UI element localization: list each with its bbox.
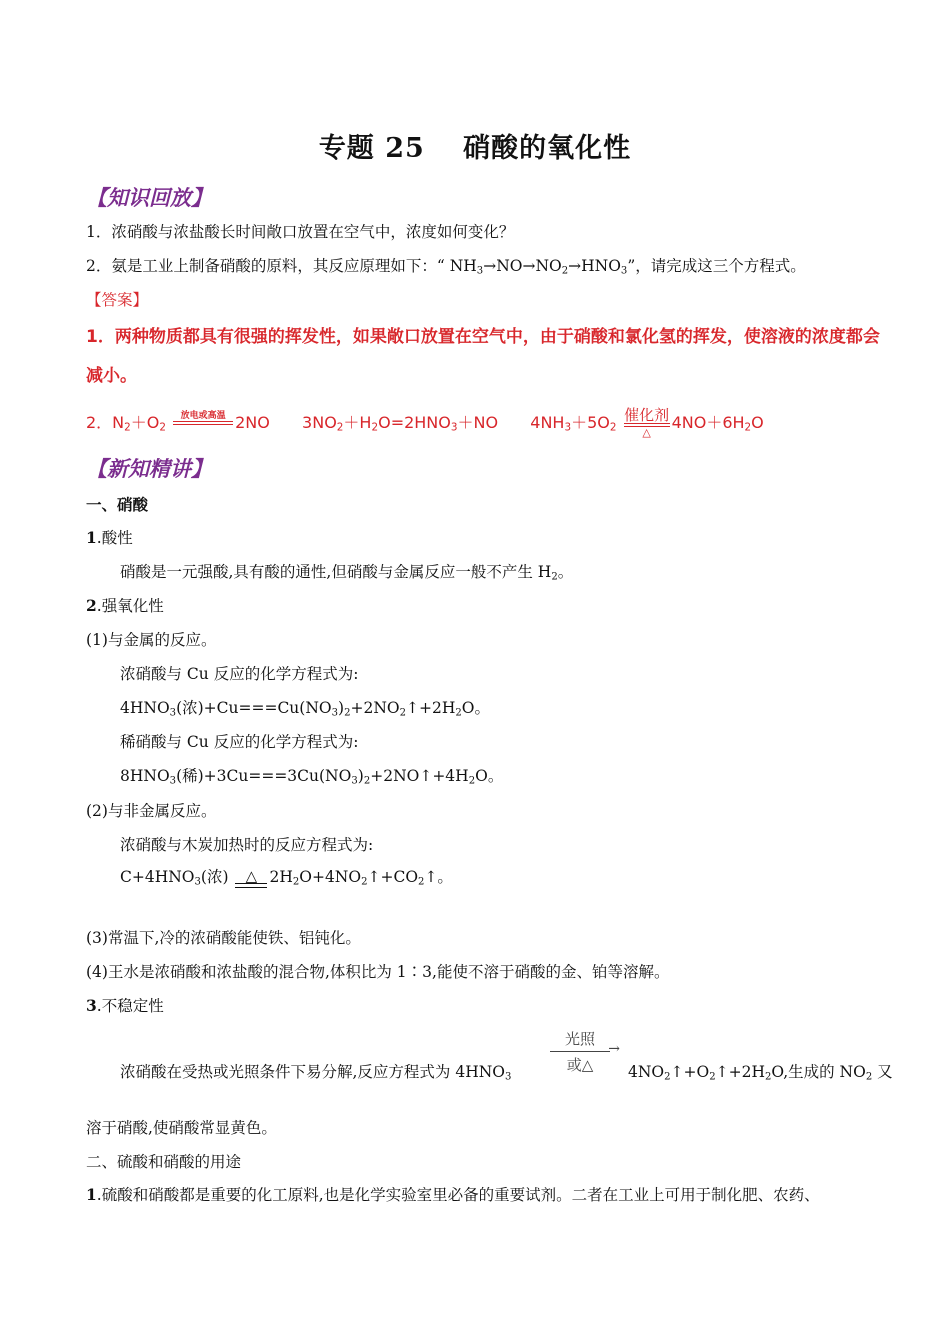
dil-cu-intro: 稀硝酸与 Cu 反应的化学方程式为: <box>120 733 359 751</box>
eq3-condition: 催化剂 △ <box>624 406 670 439</box>
subheading-oxidizing: 2.强氧化性 <box>86 596 164 615</box>
oxidizing-item-2: (2)与非金属反应。 <box>86 802 217 820</box>
subheading-instability: 3.不稳定性 <box>86 996 164 1015</box>
answer-2-equations <box>86 408 764 438</box>
oxidizing-item-1: (1)与金属的反应。 <box>86 631 217 649</box>
acidity-text: 硝酸是一元强酸,具有酸的通性,但硝酸与金属反应一般不产生 $H_2$。 <box>120 563 574 583</box>
instability-text-b: $4NO_2↑+O_2↑+2H_2O$,生成的 $NO_2$ 又 <box>628 1063 893 1083</box>
page-title: 专题 25 硝酸的氧化性 <box>318 133 632 164</box>
uses-text: 1.硫酸和硝酸都是重要的化工原料,也是化学实验室里必备的重要试剂。二者在工业上可用于制化肥、农药、 <box>86 1185 820 1204</box>
instability-line2: 溶于硝酸,使硝酸常显黄色。 <box>86 1119 277 1137</box>
oxidizing-item-4: (4)王水是浓硝酸和浓盐酸的混合物,体积比为 1∶3,能使不溶于硝酸的金、铂等溶解。 <box>86 963 670 981</box>
eq1-condition: 放电或高温 <box>173 411 233 436</box>
answer-label: 【答案】 <box>86 291 149 309</box>
heat-condition: △ <box>235 869 267 888</box>
carbon-intro: 浓硝酸与木炭加热时的反应方程式为: <box>120 836 374 854</box>
section-review-heading: 【知识回放】 <box>86 185 212 210</box>
oxidizing-item-3: (3)常温下,冷的浓硝酸能使铁、铝钝化。 <box>86 929 361 947</box>
question-1: 1．浓硝酸与浓盐酸长时间敞口放置在空气中，浓度如何变化？ <box>86 223 515 241</box>
question-2: 2．氨是工业上制备硝酸的原料，其反应原理如下：“ $NH_3\to NO\to NO_2\to HNO_3$”，请完成这三个方程式。 <box>86 257 806 277</box>
eq3: $4NH_3+5O_2$ 催化剂 △ $4NO+6H_2O$ <box>530 406 764 439</box>
instability-text-a: 浓硝酸在受热或光照条件下易分解,反应方程式为 $4HNO_3$ <box>120 1063 512 1083</box>
conc-cu-equation: $4HNO_3$(浓)$+Cu===Cu(NO_3)_2+2NO_2↑+2H_2O$。 <box>120 699 490 719</box>
heading-nitric-acid: 一、硝酸 <box>86 495 149 514</box>
dil-cu-equation: $8HNO_3$(稀)$+3Cu===3Cu(NO_3)_2+2NO↑+4H_2O$。 <box>120 767 504 787</box>
carbon-equation: $C+4HNO_3$(浓) △ $2H_2O+4NO_2↑+CO_2↑$。 <box>120 866 453 888</box>
answer-1-line1: 1．两种物质都具有很强的挥发性，如果敞口放置在空气中，由于硝酸和氯化氢的挥发，使溶液的浓度都会 <box>86 327 880 347</box>
heading-uses: 二、硫酸和硝酸的用途 <box>86 1153 242 1171</box>
conc-cu-intro: 浓硝酸与 Cu 反应的化学方程式为: <box>120 665 359 683</box>
section-new-heading: 【新知精讲】 <box>86 456 212 481</box>
eq2: $3NO_2+H_2O=2HNO_3+NO$ <box>302 412 499 434</box>
light-condition: 光照 → 或△ <box>550 1028 610 1075</box>
eq1: 2．$N_2+O_2$ 放电或高温 2NO <box>86 413 275 432</box>
subheading-acidity: 1.酸性 <box>86 528 133 547</box>
answer-1-line2: 减小。 <box>86 366 137 386</box>
